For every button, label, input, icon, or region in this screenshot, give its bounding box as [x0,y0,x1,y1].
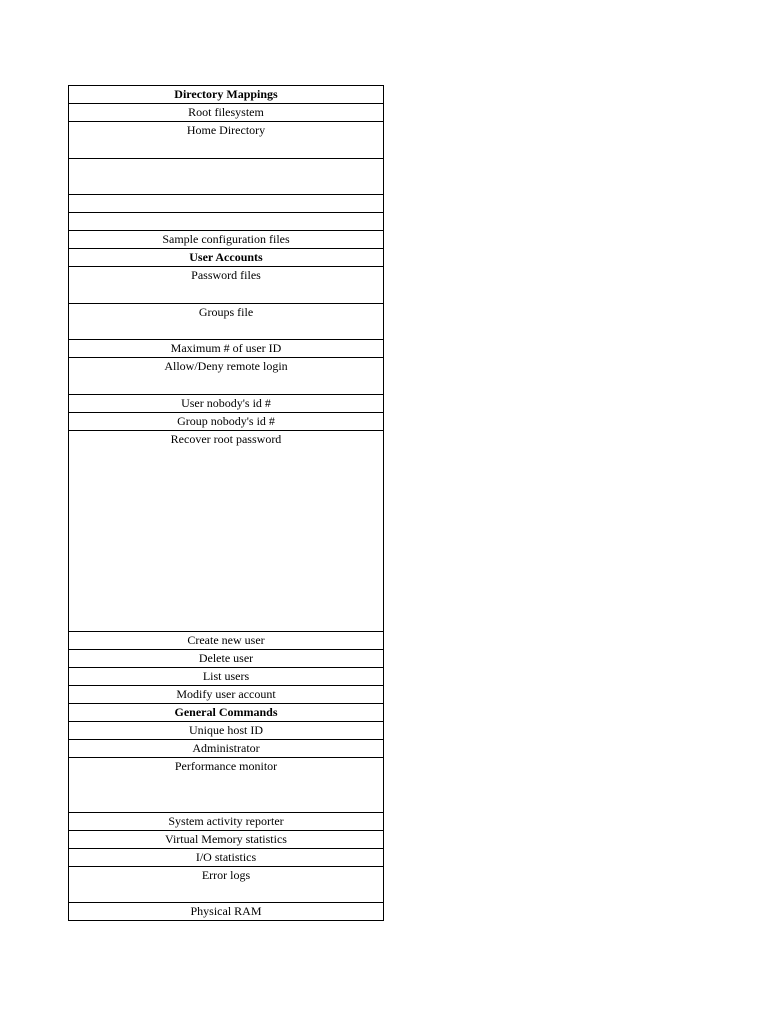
table-row [69,831,384,849]
table-cell [69,159,384,195]
table-cell: System activity reporter [69,813,384,831]
table-cell: Error logs [69,867,384,903]
table-cell: Root filesystem [69,104,384,122]
table-row [69,722,384,740]
table-row [69,813,384,831]
table-cell: Physical RAM [69,903,384,921]
table-row [69,431,384,632]
table-cell: Recover root password [69,431,384,632]
table-row [69,340,384,358]
section-header-cell: User Accounts [69,249,384,267]
command-reference-table [68,85,384,921]
table-row [69,358,384,395]
table-row [69,686,384,704]
table-row [69,668,384,686]
table-cell: Allow/Deny remote login [69,358,384,395]
table-body [69,86,384,921]
table-cell: Password files [69,267,384,304]
table-cell [69,213,384,231]
table-row [69,195,384,213]
section-header-cell: General Commands [69,704,384,722]
section-header-cell: Directory Mappings [69,86,384,104]
table-row [69,867,384,903]
table-cell: Modify user account [69,686,384,704]
table-row [69,650,384,668]
table-row [69,758,384,813]
table-cell: I/O statistics [69,849,384,867]
table-cell: Virtual Memory statistics [69,831,384,849]
table-row [69,304,384,340]
table-row [69,632,384,650]
table-cell: Unique host ID [69,722,384,740]
table-cell: User nobody's id # [69,395,384,413]
table-row [69,231,384,249]
table-row [69,413,384,431]
table-cell [69,195,384,213]
table-row [69,267,384,304]
table-row [69,122,384,159]
table-cell: Home Directory [69,122,384,159]
table-cell: Groups file [69,304,384,340]
table-row [69,213,384,231]
table-cell: Sample configuration files [69,231,384,249]
table-row [69,740,384,758]
section-header-row [69,704,384,722]
table-cell: Group nobody's id # [69,413,384,431]
table-row [69,395,384,413]
table-row [69,159,384,195]
table-row [69,104,384,122]
table-cell: Performance monitor [69,758,384,813]
section-header-row [69,86,384,104]
table-cell: Administrator [69,740,384,758]
table-cell: List users [69,668,384,686]
table-cell: Maximum # of user ID [69,340,384,358]
table-cell: Delete user [69,650,384,668]
table-cell: Create new user [69,632,384,650]
table-row [69,849,384,867]
table-row [69,903,384,921]
section-header-row [69,249,384,267]
